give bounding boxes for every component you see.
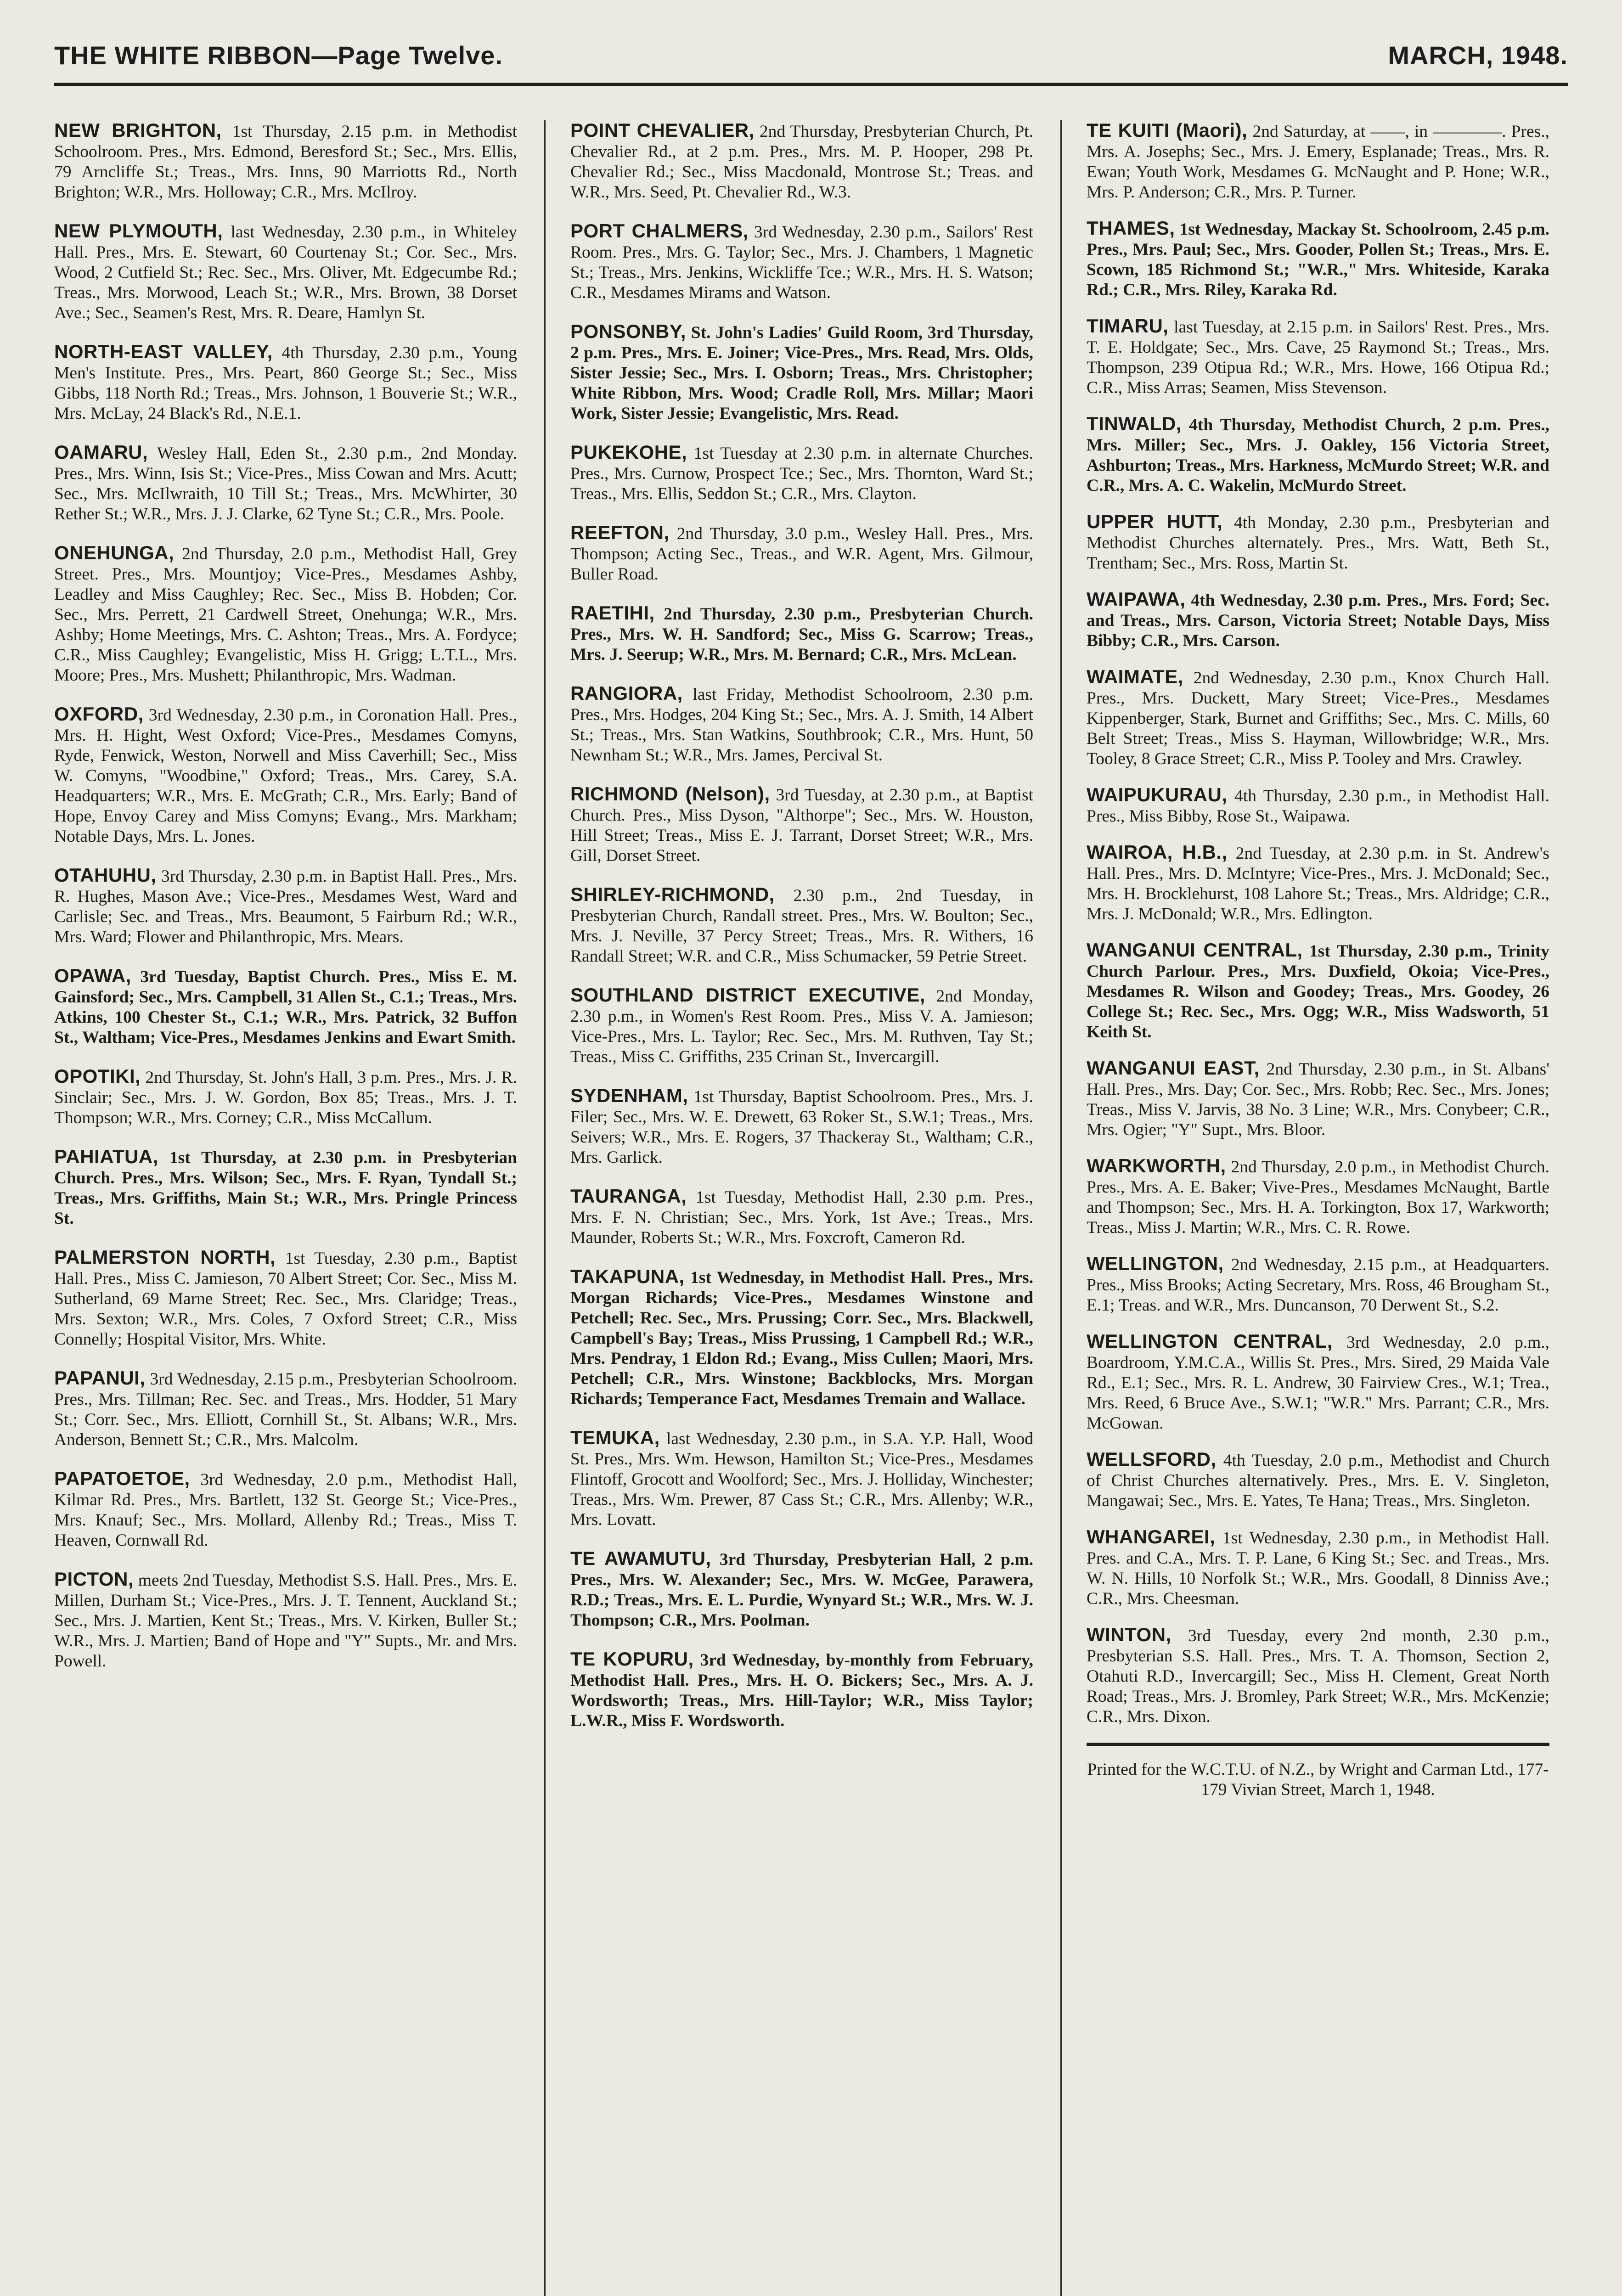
branch-details: 1st Wednesday, Mackay St. Schoolroom, 2.45 p.m. Pres., Mrs. Paul; Sec., Mrs. Gooder, Pollen St.; Treas., Mrs. E. Scown, 185 Richmond St.; "W.R.," Mrs. Whiteside, Karaka Rd.; C.R., Mrs. Riley, Karaka Rd.	[1087, 220, 1549, 299]
branch-name: TEMUKA,	[570, 1427, 660, 1448]
branch-entry	[1087, 120, 1549, 203]
branch-name: WINTON,	[1087, 1624, 1171, 1645]
branch-entry	[1087, 414, 1549, 496]
branch-details: meets 2nd Tuesday, Methodist S.S. Hall. Pres., Mrs. E. Millen, Durham St.; Vice-Pres., Mrs. J. T. Tennent, Auckland St.; Sec., Mrs. J. Martien, Kent St.; Treas., Mrs. V. Kirken, Buller St.; W.R., Mrs. J. Martien; Band of Hope and "Y" Supts., Mr. and Mrs. Powell.	[54, 1571, 517, 1671]
branch-name: RAETIHI,	[570, 602, 655, 624]
branch-details: 2nd Thursday, St. John's Hall, 3 p.m. Pres., Mrs. J. R. Sinclair; Sec., Mrs. J. W. Gordon, Box 85; Treas., Mrs. J. T. Thompson; W.R., Mrs. Corney; C.R., Miss McCallum.	[54, 1068, 517, 1127]
branch-entry	[1087, 785, 1549, 827]
branch-details: 2nd Wednesday, 2.15 p.m., at Headquarters. Pres., Miss Brooks; Acting Secretary, Mrs. Ross, 46 Brougham St., E.1; Treas. and W.R., Mrs. Duncanson, 70 Derwent St., S.2.	[1087, 1255, 1549, 1315]
branch-name: POINT CHEVALIER,	[570, 120, 755, 141]
branch-entry	[1087, 667, 1549, 769]
branch-entry	[570, 1649, 1033, 1731]
branch-details: 3rd Tuesday, Baptist Church. Pres., Miss E. M. Gainsford; Sec., Mrs. Campbell, 31 Allen St., C.1.; Treas., Mrs. Atkins, 100 Chester St., C.1.; W.R., Mrs. Patrick, 32 Buffon St., Waltham; Vice-Pres., Mesdames Jenkins and Ewart Smith.	[54, 968, 517, 1047]
branch-details: 2nd Monday, 2.30 p.m., in Women's Rest Room. Pres., Miss V. A. Jamieson; Vice-Pres., Mrs. L. Taylor; Rec. Sec., Mrs. M. Ruthven, Tay St.; Treas., Miss C. Griffiths, 235 Crinan St., Invercargill.	[570, 987, 1033, 1066]
branch-details: 1st Tuesday at 2.30 p.m. in alternate Churches. Pres., Mrs. Curnow, Prospect Tce.; Sec., Mrs. Thornton, Ward St.; Treas., Mrs. Ellis, Seddon St.; C.R., Mrs. Clayton.	[570, 444, 1033, 503]
branch-name: WANGANUI EAST,	[1087, 1057, 1260, 1079]
branch-entry	[570, 1186, 1033, 1248]
branch-name: TE AWAMUTU,	[570, 1548, 711, 1569]
branch-entry	[54, 1066, 517, 1128]
branch-entry	[570, 523, 1033, 585]
branch-name: OPOTIKI,	[54, 1065, 141, 1087]
column-2	[570, 120, 1033, 2296]
branch-entry	[1087, 1331, 1549, 1434]
branch-details: 1st Thursday, Baptist Schoolroom. Pres., Mrs. J. Filer; Sec., Mrs. W. E. Drewett, 63 Roker St., S.W.1; Treas., Mrs. Seivers; W.R., Mrs. E. Rogers, 37 Thackeray St., Waltham; C.R., Mrs. Garlick.	[570, 1087, 1033, 1167]
branch-entry	[54, 966, 517, 1048]
branch-details: 3rd Wednesday, 2.30 p.m., in Coronation Hall. Pres., Mrs. H. Hight, West Oxford; Vice-Pres., Mesdames Comyns, Ryde, Fenwick, Weston, Norwell and Miss Caverhill; Sec., Miss W. Comyns, "Woodbine," Oxford; Treas., Mrs. Carey, S.A. Headquarters; W.R., Mrs. E. McGrath; C.R., Mrs. Early; Band of Hope, Envoy Carey and Miss Comyns; Evang., Mrs. Markham; Notable Days, Mrs. L. Jones.	[54, 706, 517, 846]
branch-name: UPPER HUTT,	[1087, 511, 1223, 532]
branch-name: WAIMATE,	[1087, 666, 1183, 687]
branch-name: SOUTHLAND DISTRICT EXECUTIVE,	[570, 984, 925, 1006]
branch-entry	[570, 985, 1033, 1067]
branch-details: 3rd Thursday, 2.30 p.m. in Baptist Hall. Pres., Mrs. R. Hughes, Mason Ave.; Vice-Pres., Mesdames West, Ward and Carlisle; Sec. and Treas., Mrs. Beaumont, 5 Fairburn Rd.; W.R., Mrs. Ward; Flower and Philanthropic, Mrs. Mears.	[54, 867, 517, 946]
branch-entry	[1087, 1449, 1549, 1511]
branch-details: 3rd Thursday, Presbyterian Hall, 2 p.m. Pres., Mrs. W. Alexander; Sec., Mrs. W. McGee, Parawera, R.D.; Treas., Mrs. E. L. Purdie, Wynyard St.; W.R., Mrs. W. J. Thompson; C.R., Mrs. Poolman.	[570, 1550, 1033, 1630]
branch-details: 1st Thursday, 2.30 p.m., Trinity Church Parlour. Pres., Mrs. Duxfield, Okoia; Vice-Pres., Mesdames R. Wilson and Goodey; Treas., Mrs. Goodey, 26 College St.; Rec. Sec., Mrs. Ogg; W.R., Miss Wadsworth, 51 Keith St.	[1087, 942, 1549, 1041]
branch-details: 1st Wednesday, in Methodist Hall. Pres., Mrs. Morgan Richards; Vice-Pres., Mesdames Winstone and Petchell; Rec. Sec., Mrs. Prussing; Corr. Sec., Mrs. Blackwell, Campbell's Bay; Treas., Miss Prussing, 1 Campbell Rd.; W.R., Mrs. Pendray, 1 Eldon Rd.; Evang., Miss Cullen; Maori, Mrs. Petchell; C.R., Mrs. Winstone; Backblocks, Mrs. Morgan Richards; Temperance Fact, Mesdames Tremain and Wallace.	[570, 1268, 1033, 1408]
branch-name: RANGIORA,	[570, 682, 683, 704]
branch-entry	[54, 543, 517, 686]
masthead-title: THE WHITE RIBBON—Page Twelve.	[54, 41, 503, 70]
branch-name: WELLSFORD,	[1087, 1448, 1216, 1470]
branch-name: PONSONBY,	[570, 321, 686, 342]
branch-name: PORT CHALMERS,	[570, 220, 749, 242]
branch-entry	[570, 442, 1033, 504]
branch-details: 4th Thursday, 2.30 p.m., in Methodist Hall. Pres., Miss Bibby, Rose St., Waipawa.	[1087, 787, 1549, 826]
branch-name: PAPATOETOE,	[54, 1468, 190, 1489]
branch-entry	[1087, 940, 1549, 1042]
branch-details: 3rd Wednesday, 2.15 p.m., Presbyterian Schoolroom. Pres., Mrs. Tillman; Rec. Sec. and Treas., Mrs. Hodder, 51 Mary St.; Corr. Sec., Mrs. Elliott, Cornhill St., St. Albans; W.R., Mrs. Anderson, Bennett St.; C.R., Mrs. Malcolm.	[54, 1370, 517, 1449]
branch-name: OAMARU,	[54, 441, 148, 463]
branch-entry	[1087, 842, 1549, 924]
branch-directory	[54, 120, 1568, 2296]
branch-details: 1st Thursday, 2.15 p.m. in Methodist Schoolroom. Pres., Mrs. Edmond, Beresford St.; Sec., Mrs. Ellis, 79 Arncliffe St.; Treas., Mrs. Inns, 90 Marriotts Rd., North Brighton; W.R., Mrs. Holloway; C.R., Mrs. McIlroy.	[54, 122, 517, 202]
branch-entry	[1087, 316, 1549, 398]
branch-entry	[54, 1247, 517, 1350]
branch-entry	[570, 321, 1033, 424]
branch-entry	[570, 120, 1033, 203]
branch-entry	[570, 1428, 1033, 1530]
branch-entry	[54, 1147, 517, 1229]
branch-details: 3rd Wednesday, 2.0 p.m., Methodist Hall, Kilmar Rd. Pres., Mrs. Bartlett, 132 St. George St.; Vice-Pres., Mrs. Knauf; Sec., Mrs. Mollard, Allenby Rd.; Treas., Miss T. Heaven, Cornwall Rd.	[54, 1470, 517, 1550]
branch-entry	[1087, 512, 1549, 574]
branch-name: REEFTON,	[570, 522, 670, 543]
branch-name: OPAWA,	[54, 965, 131, 986]
branch-details: 2nd Tuesday, at 2.30 p.m. in St. Andrew's Hall. Pres., Mrs. D. McIntyre; Vice-Pres., Mrs. J. McDonald; Sec., Mrs. H. Brocklehurst, 108 Lahore St.; Treas., Mrs. Aldridge; C.R., Mrs. J. McDonald; W.R., Mrs. Edlington.	[1087, 844, 1549, 923]
branch-name: TAURANGA,	[570, 1185, 687, 1207]
branch-name: WELLINGTON CENTRAL,	[1087, 1330, 1333, 1352]
branch-details: 4th Monday, 2.30 p.m., Presbyterian and Methodist Churches alternately. Pres., Mrs. Watt, Beth St., Trentham; Sec., Mrs. Ross, Martin St.	[1087, 513, 1549, 573]
branch-details: 3rd Wednesday, 2.30 p.m., Sailors' Rest Room. Pres., Mrs. G. Taylor; Sec., Mrs. J. Chambers, 1 Magnetic St.; Treas., Mrs. Jenkins, Wickliffe Tce.; W.R., Mrs. H. S. Watson; C.R., Mesdames Mirams and Watson.	[570, 223, 1033, 302]
branch-entry	[1087, 1625, 1549, 1727]
branch-details: 1st Tuesday, Methodist Hall, 2.30 p.m. Pres., Mrs. F. N. Christian; Sec., Mrs. York, 1st Ave.; Treas., Mrs. Maunder, Roberts St.; W.R., Mrs. Foxcroft, Cameron Rd.	[570, 1188, 1033, 1247]
branch-entry	[54, 704, 517, 847]
branch-details: 2nd Thursday, 2.30 p.m., Presbyterian Church. Pres., Mrs. W. H. Sandford; Sec., Miss G. Scarrow; Treas., Mrs. J. Seerup; W.R., Mrs. M. Bernard; C.R., Mrs. McLean.	[570, 605, 1033, 664]
branch-details: 2nd Thursday, Presbyterian Church, Pt. Chevalier Rd., at 2 p.m. Pres., Mrs. M. P. Hooper, 298 Pt. Chevalier Rd.; Sec., Miss Macdonald, Montrose St.; Treas. and W.R., Mrs. Seed, Pt. Chevalier Rd., W.3.	[570, 122, 1033, 202]
branch-name: WELLINGTON,	[1087, 1253, 1224, 1274]
branch-name: PUKEKOHE,	[570, 441, 687, 463]
branch-details: 4th Tuesday, 2.0 p.m., Methodist and Church of Christ Churches alternatively. Pres., Mrs. E. V. Singleton, Mangawai; Sec., Mrs. E. Yates, Te Hana; Treas., Mrs. Singleton.	[1087, 1451, 1549, 1510]
branch-name: PAPANUI,	[54, 1367, 146, 1389]
branch-details: 2nd Thursday, 2.0 p.m., in Methodist Church. Pres., Mrs. A. E. Baker; Vive-Pres., Mesdames McNaught, Bartle and Thompson; Sec., Mrs. H. A. Torkington, Box 17, Warkworth; Treas., Miss J. Martin; W.R., Mrs. C. R. Rowe.	[1087, 1158, 1549, 1237]
branch-details: 3rd Wednesday, by-monthly from February, Methodist Hall. Pres., Mrs. H. O. Bickers; Sec., Mrs. A. J. Wordsworth; Treas., Mrs. Hill-Taylor; W.R., Miss Taylor; L.W.R., Miss F. Wordsworth.	[570, 1651, 1033, 1730]
branch-entry	[570, 1548, 1033, 1631]
branch-name: TAKAPUNA,	[570, 1266, 685, 1287]
branch-details: 1st Wednesday, 2.30 p.m., in Methodist Hall. Pres. and C.A., Mrs. T. P. Lane, 6 King St.; Sec. and Treas., Mrs. W. N. Hills, 10 Norfolk St.; W.R., Mrs. Goodall, 8 Dinniss Ave.; C.R., Mrs. Cheesman.	[1087, 1529, 1549, 1608]
branch-name: RICHMOND (Nelson),	[570, 783, 770, 805]
branch-details: 2nd Saturday, at ——, in ————. Pres., Mrs. A. Josephs; Sec., Mrs. J. Emery, Esplanade; Treas., Mrs. R. Ewan; Youth Work, Mesdames G. McNaught and P. Hone; W.R., Mrs. P. Anderson; C.R., Mrs. P. Turner.	[1087, 122, 1549, 202]
branch-name: OXFORD,	[54, 703, 144, 725]
branch-name: SYDENHAM,	[570, 1085, 688, 1106]
branch-entry	[1087, 1156, 1549, 1238]
branch-entry	[54, 120, 517, 203]
branch-entry	[570, 221, 1033, 303]
branch-name: WARKWORTH,	[1087, 1155, 1226, 1176]
branch-name: NEW PLYMOUTH,	[54, 220, 223, 242]
branch-details: 1st Thursday, at 2.30 p.m. in Presbyterian Church. Pres., Mrs. Wilson; Sec., Mrs. F. Ryan, Tyndall St.; Treas., Mrs. Griffiths, Main St.; W.R., Mrs. Pringle Princess St.	[54, 1148, 517, 1228]
branch-name: WAIPUKURAU,	[1087, 784, 1228, 805]
branch-details: 3rd Wednesday, 2.0 p.m., Boardroom, Y.M.C.A., Willis St. Pres., Mrs. Sired, 29 Maida Vale Rd., E.1; Sec., Mrs. R. L. Andrew, 30 Fairview Cres., W.1; Trea., Mrs. Reed, 6 Bruce Ave., S.W.1; "W.R." Mrs. Parrant; C.R., Mrs. McGowan.	[1087, 1333, 1549, 1433]
branch-entry	[570, 683, 1033, 765]
column-3-entries	[1087, 120, 1549, 1727]
branch-details: last Wednesday, 2.30 p.m., in S.A. Y.P. Hall, Wood St. Pres., Mrs. Wm. Hewson, Hamilton St.; Vice-Pres., Mesdames Flintoff, Grocott and Woolford; Sec., Mrs. J. Holliday, Winchester; Treas., Mrs. Wm. Prewer, 87 Cass St.; C.R., Mrs. Allenby; W.R., Mrs. Lovatt.	[570, 1429, 1033, 1529]
branch-name: NEW BRIGHTON,	[54, 120, 222, 141]
branch-details: last Wednesday, 2.30 p.m., in Whiteley Hall. Pres., Mrs. E. Stewart, 60 Courtenay St.; Cor. Sec., Mrs. Wood, 2 Cutfield St.; Rec. Sec., Mrs. Oliver, Mt. Edgecumbe Rd.; Treas., Mrs. Morwood, Leach St.; W.R., Mrs. Brown, 38 Dorset Ave.; Sec., Seamen's Rest, Mrs. R. Deare, Hamlyn St.	[54, 223, 517, 322]
column-1	[54, 120, 517, 2296]
branch-details: 4th Wednesday, 2.30 p.m. Pres., Mrs. Ford; Sec. and Treas., Mrs. Carson, Victoria Street; Notable Days, Miss Bibby; C.R., Mrs. Carson.	[1087, 591, 1549, 650]
branch-details: last Friday, Methodist Schoolroom, 2.30 p.m. Pres., Mrs. Hodges, 204 King St.; Sec., Mrs. A. J. Smith, 14 Albert St.; Treas., Mrs. Stan Watkins, Southbrook; C.R., Mrs. Hunt, 50 Newnham St.; W.R., Mrs. James, Percival St.	[570, 685, 1033, 765]
branch-details: 2nd Thursday, 2.30 p.m., in St. Albans' Hall. Pres., Mrs. Day; Cor. Sec., Mrs. Robb; Rec. Sec., Mrs. Jones; Treas., Miss V. Jarvis, 38 No. 3 Line; W.R., Mrs. Conybeer; C.R., Mrs. Ogier; "Y" Supt., Mrs. Bloor.	[1087, 1060, 1549, 1139]
branch-entry	[1087, 1254, 1549, 1316]
branch-entry	[54, 1569, 517, 1671]
branch-name: WAIPAWA,	[1087, 588, 1186, 610]
branch-entry	[54, 221, 517, 323]
branch-entry	[570, 784, 1033, 866]
branch-name: THAMES,	[1087, 217, 1175, 239]
branch-details: 2nd Wednesday, 2.30 p.m., Knox Church Hall. Pres., Mrs. Duckett, Mary Street; Vice-Pres., Mesdames Kippenberger, Stark, Burnet and Griffiths; Sec., Mrs. C. Mills, 60 Belt Street; Treas., Miss S. Hayman, Willowbridge; W.R., Mrs. Tooley, 8 Grace Street; C.R., Miss P. Tooley and Mrs. Crawley.	[1087, 669, 1549, 768]
branch-name: TINWALD,	[1087, 413, 1182, 434]
branch-entry	[54, 342, 517, 424]
printer-imprint: Printed for the W.C.T.U. of N.Z., by Wright and Carman Ltd., 177-179 Vivian Street, March 1, 1948.	[1087, 1760, 1549, 1799]
branch-name: SHIRLEY-RICHMOND,	[570, 884, 775, 905]
branch-details: 4th Thursday, Methodist Church, 2 p.m. Pres., Mrs. Miller; Sec., Mrs. J. Oakley, 156 Victoria Street, Ashburton; Treas., Mrs. Harkness, McMurdo Street; W.R. and C.R., Mrs. A. C. Wakelin, McMurdo Street.	[1087, 416, 1549, 495]
branch-details: 3rd Tuesday, at 2.30 p.m., at Baptist Church. Pres., Miss Dyson, "Althorpe"; Sec., Mrs. W. Houston, Hill Street; Treas., Miss E. J. Tarrant, Dorset Street; W.R., Mrs. Gill, Dorset Street.	[570, 786, 1033, 865]
branch-name: WANGANUI CENTRAL,	[1087, 939, 1303, 961]
branch-details: 2.30 p.m., 2nd Tuesday, in Presbyterian Church, Randall street. Pres., Mrs. W. Boulton; Sec., Mrs. J. Neville, 37 Percy Street; Treas., Mrs. R. Withers, 16 Randall Street; W.R. and C.R., Miss Schumacker, 59 Petrie Street.	[570, 886, 1033, 966]
branch-name: WAIROA, H.B.,	[1087, 841, 1228, 863]
branch-name: ONEHUNGA,	[54, 542, 175, 563]
branch-details: 2nd Thursday, 2.0 p.m., Methodist Hall, Grey Street. Pres., Mrs. Mountjoy; Vice-Pres., Mesdames Ashby, Leadley and Miss Caughley; Rec. Sec., Miss B. Hobden; Cor. Sec., Mrs. Perrett, 21 Cardwell Street, Onehunga; W.R., Mrs. Ashby; Home Meetings, Mrs. C. Ashton; Treas., Mrs. A. Fordyce; C.R., Miss Caughley; Evangelistic, Miss H. Grigg; L.T.L., Mrs. Moore; Pres., Mrs. Mushett; Philanthropic, Mrs. Wadman.	[54, 545, 517, 685]
branch-details: St. John's Ladies' Guild Room, 3rd Thursday, 2 p.m. Pres., Mrs. E. Joiner; Vice-Pres., Mrs. Read, Mrs. Olds, Sister Jessie; Sec., Mrs. I. Osborn; Treas., Mrs. Christopher; White Ribbon, Mrs. Wood; Cradle Roll, Mrs. Millar; Maori Work, Sister Jessie; Evangelistic, Mrs. Read.	[570, 323, 1033, 423]
branch-name: TE KUITI (Maori),	[1087, 120, 1248, 141]
branch-entry	[54, 865, 517, 947]
branch-entry	[570, 884, 1033, 967]
branch-name: TE KOPURU,	[570, 1648, 694, 1670]
branch-name: TIMARU,	[1087, 315, 1169, 337]
branch-details: 4th Thursday, 2.30 p.m., Young Men's Institute. Pres., Mrs. Peart, 860 George St.; Sec., Miss Gibbs, 118 North Rd.; Treas., Mrs. Johnson, 1 Bouverie St.; W.R., Mrs. McLay, 24 Black's Rd., N.E.1.	[54, 343, 517, 423]
branch-entry	[54, 1368, 517, 1450]
branch-name: OTAHUHU,	[54, 864, 157, 886]
branch-name: PALMERSTON NORTH,	[54, 1246, 276, 1268]
column-3	[1087, 120, 1549, 2296]
branch-entry	[570, 1086, 1033, 1168]
branch-entry	[570, 1266, 1033, 1409]
branch-details: 3rd Tuesday, every 2nd month, 2.30 p.m., Presbyterian S.S. Hall. Pres., Mrs. T. A. Thomson, Section 2, Otahuti R.D., Invercargill; Sec., Miss H. Clement, Great North Road; Treas., Mrs. J. Bromley, Park Street; W.R., Mrs. McKenzie; C.R., Mrs. Dixon.	[1087, 1626, 1549, 1726]
branch-name: PAHIATUA,	[54, 1146, 158, 1167]
page-header	[54, 32, 1568, 86]
footer-divider	[1087, 1743, 1549, 1746]
branch-details: 1st Tuesday, 2.30 p.m., Baptist Hall. Pres., Miss C. Jamieson, 70 Albert Street; Cor. Sec., Miss M. Sutherland, 69 Marne Street; Rec. Sec., Mrs. Claridge; Treas., Mrs. Sexton; W.R., Mrs. Coles, 7 Oxford Street; C.R., Miss Connelly; Hospital Visitor, Mrs. White.	[54, 1249, 517, 1349]
issue-date: MARCH, 1948.	[1388, 41, 1568, 70]
branch-details: Wesley Hall, Eden St., 2.30 p.m., 2nd Monday. Pres., Mrs. Winn, Isis St.; Vice-Pres., Miss Cowan and Mrs. Acutt; Sec., Mrs. McIlwraith, 10 Till St.; Treas., Mrs. McWhirter, 30 Rether St.; W.R., Mrs. J. J. Clarke, 62 Tyne St.; C.R., Mrs. Poole.	[54, 444, 517, 523]
branch-entry	[570, 603, 1033, 665]
branch-name: NORTH-EAST VALLEY,	[54, 341, 273, 362]
branch-entry	[1087, 218, 1549, 300]
branch-entry	[54, 1469, 517, 1551]
branch-name: PICTON,	[54, 1568, 134, 1590]
branch-entry	[1087, 1527, 1549, 1609]
branch-name: WHANGAREI,	[1087, 1526, 1216, 1548]
branch-details: last Tuesday, at 2.15 p.m. in Sailors' Rest. Pres., Mrs. T. E. Holdgate; Sec., Mrs. Cave, 25 Raymond St.; Treas., Mrs. Thompson, 239 Otipua Rd.; W.R., Mrs. Howe, 166 Otipua Rd.; C.R., Miss Arras; Seamen, Miss Stevenson.	[1087, 318, 1549, 397]
branch-entry	[54, 442, 517, 524]
branch-entry	[1087, 1058, 1549, 1140]
branch-details: 2nd Thursday, 3.0 p.m., Wesley Hall. Pres., Mrs. Thompson; Acting Sec., Treas., and W.R. Agent, Mrs. Gilmour, Buller Road.	[570, 524, 1033, 584]
branch-entry	[1087, 589, 1549, 651]
